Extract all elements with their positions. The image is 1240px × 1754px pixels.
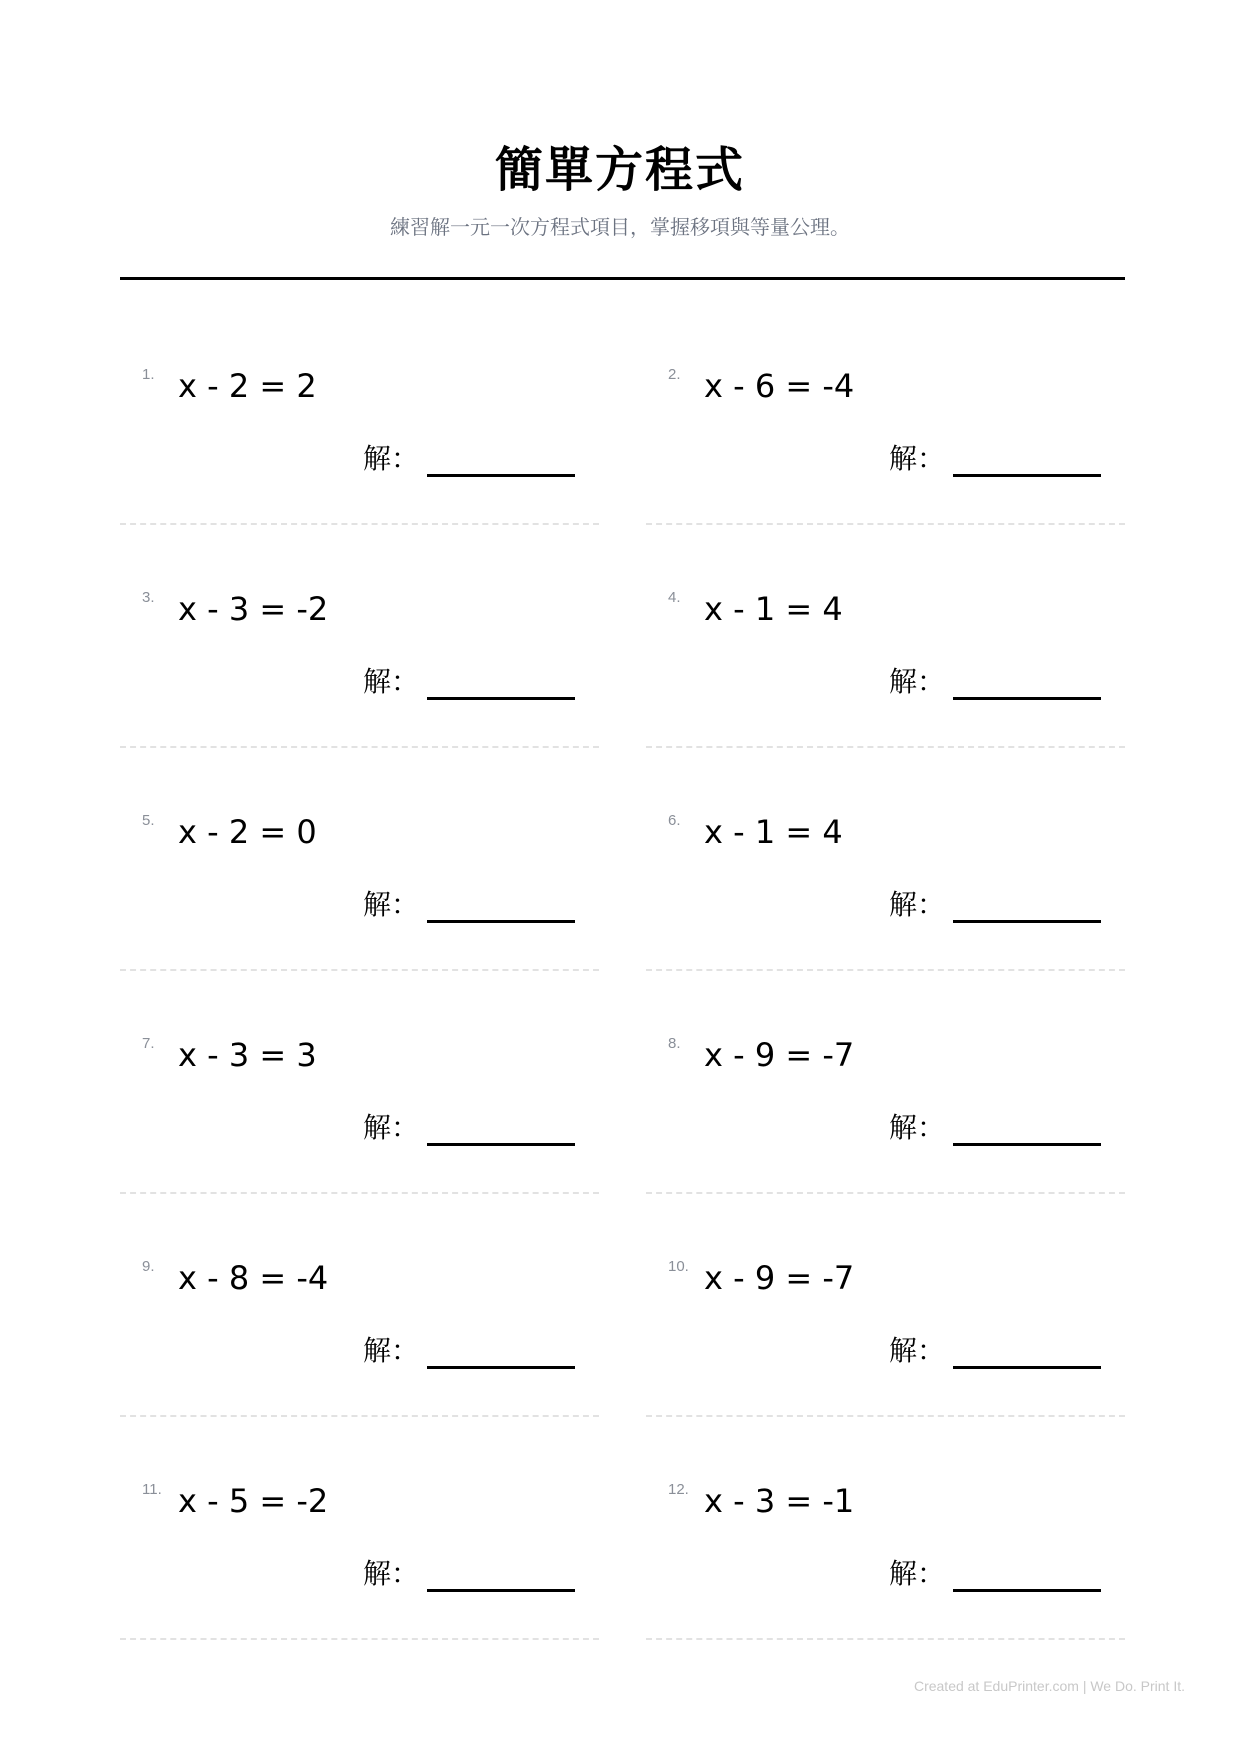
problem-number: 4. xyxy=(668,589,681,606)
problem-grid xyxy=(120,302,1125,1640)
problem-equation: x - 6 = -4 xyxy=(704,367,855,405)
answer-area xyxy=(889,884,1101,923)
problem-equation: x - 2 = 0 xyxy=(178,813,317,851)
header-divider xyxy=(120,277,1125,280)
answer-label: 解： xyxy=(888,1334,945,1367)
answer-area xyxy=(889,438,1101,477)
problem-equation: x - 8 = -4 xyxy=(178,1259,329,1297)
problem-equation: x - 3 = 3 xyxy=(178,1036,317,1074)
answer-blank[interactable] xyxy=(427,1107,575,1146)
answer-label: 解： xyxy=(888,888,945,921)
answer-blank[interactable] xyxy=(427,1330,575,1369)
problem-number: 12. xyxy=(668,1481,689,1498)
problem-number: 6. xyxy=(668,812,681,829)
answer-label: 解： xyxy=(362,665,419,698)
problem-number: 1. xyxy=(142,366,155,383)
problem-item xyxy=(646,1417,1125,1640)
answer-area xyxy=(889,661,1101,700)
problem-number: 10. xyxy=(668,1258,689,1275)
answer-blank[interactable] xyxy=(953,1107,1101,1146)
answer-label: 解： xyxy=(362,1557,419,1590)
answer-blank[interactable] xyxy=(953,884,1101,923)
problem-number: 3. xyxy=(142,589,155,606)
problem-item xyxy=(646,302,1125,525)
answer-area xyxy=(889,1107,1101,1146)
answer-label: 解： xyxy=(362,1111,419,1144)
answer-blank[interactable] xyxy=(427,884,575,923)
answer-area xyxy=(363,1553,575,1592)
answer-area xyxy=(363,1107,575,1146)
problem-number: 8. xyxy=(668,1035,681,1052)
answer-blank[interactable] xyxy=(953,1330,1101,1369)
problem-equation: x - 5 = -2 xyxy=(178,1482,329,1520)
answer-area xyxy=(889,1330,1101,1369)
problem-item xyxy=(120,302,599,525)
answer-area xyxy=(363,438,575,477)
problem-number: 5. xyxy=(142,812,155,829)
problem-equation: x - 9 = -7 xyxy=(704,1259,855,1297)
problem-equation: x - 2 = 2 xyxy=(178,367,317,405)
answer-label: 解： xyxy=(888,1557,945,1590)
problem-equation: x - 1 = 4 xyxy=(704,813,843,851)
answer-label: 解： xyxy=(362,442,419,475)
problem-number: 7. xyxy=(142,1035,155,1052)
page-title: 簡單方程式 xyxy=(494,142,745,198)
problem-number: 9. xyxy=(142,1258,155,1275)
answer-area xyxy=(889,1553,1101,1592)
problem-item xyxy=(120,525,599,748)
problem-equation: x - 9 = -7 xyxy=(704,1036,855,1074)
problem-item xyxy=(646,748,1125,971)
problem-item xyxy=(646,1194,1125,1417)
problem-item xyxy=(120,1194,599,1417)
answer-area xyxy=(363,1330,575,1369)
answer-label: 解： xyxy=(888,442,945,475)
worksheet-header xyxy=(0,140,1240,240)
answer-blank[interactable] xyxy=(953,1553,1101,1592)
problem-equation: x - 3 = -1 xyxy=(704,1482,855,1520)
problem-equation: x - 3 = -2 xyxy=(178,590,329,628)
problem-item xyxy=(120,971,599,1194)
answer-blank[interactable] xyxy=(427,1553,575,1592)
problem-item xyxy=(646,525,1125,748)
problem-item xyxy=(120,748,599,971)
problem-equation: x - 1 = 4 xyxy=(704,590,843,628)
problem-number: 11. xyxy=(142,1481,162,1498)
answer-area xyxy=(363,661,575,700)
footer-credit: Created at EduPrinter.com | We Do. Print It. xyxy=(913,1678,1185,1694)
answer-area xyxy=(363,884,575,923)
answer-blank[interactable] xyxy=(427,438,575,477)
page-subtitle: 練習解一元一次方程式項目，掌握移項與等量公理。 xyxy=(390,215,850,239)
answer-blank[interactable] xyxy=(953,661,1101,700)
problem-number: 2. xyxy=(668,366,681,383)
answer-label: 解： xyxy=(888,665,945,698)
problem-item xyxy=(646,971,1125,1194)
answer-label: 解： xyxy=(362,888,419,921)
answer-label: 解： xyxy=(362,1334,419,1367)
answer-blank[interactable] xyxy=(953,438,1101,477)
answer-blank[interactable] xyxy=(427,661,575,700)
problem-item xyxy=(120,1417,599,1640)
answer-label: 解： xyxy=(888,1111,945,1144)
